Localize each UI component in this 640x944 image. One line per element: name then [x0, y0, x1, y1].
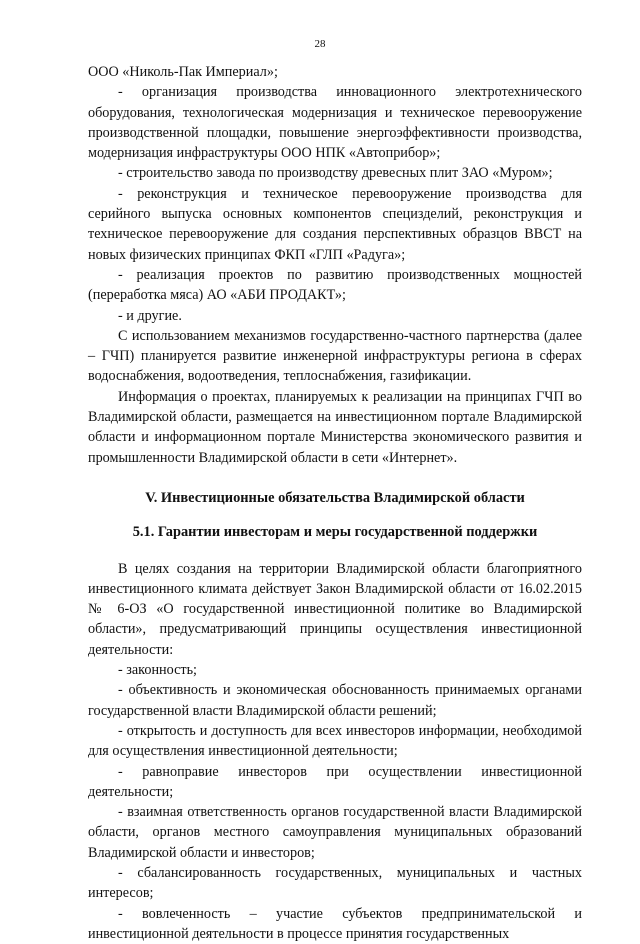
list-item: - организация производства инновационного электротехнического оборудования, технологическая модернизация и техническое перевооружение производственной площадки, повышение энергоэффективности производства, модернизация инфраструктуры ООО НПК «Автоприбор»; [88, 84, 582, 162]
list-item: - равноправие инвесторов при осуществлении инвестиционной деятельности; [88, 763, 582, 800]
paragraph: ООО «Николь-Пак Империал»; [88, 64, 278, 80]
list-item: - объективность и экономическая обоснованность принимаемых органами государственной власти Владимирской области решений; [88, 682, 582, 719]
list-item: - реконструкция и техническое перевооружение производства для серийного выпуска основных компонентов специзделий, реконструкция и техническое перевооружение для создания перспективных образцов ВВСТ на новых физических принципах ФКП «ГЛП «Радуга»; [88, 185, 582, 263]
page-number: 28 [314, 38, 326, 50]
list-item: - реализация проектов по развитию производственных мощностей (переработка мяса) АО «АБИ ПРОДАКТ»; [88, 266, 582, 304]
paragraph: В целях создания на территории Владимирской области благоприятного инвестиционного климата действует Закон Владимирской области от 16.02.2015 № 6-ОЗ «О государственной инвестиционной политике во Владимирской области», предусматривающий принципы осуществления инвестиционной деятельности: [88, 560, 582, 658]
list-item: - сбалансированность государственных, муниципальных и частных интересов; [88, 864, 582, 902]
list-item: - и другие. [118, 307, 182, 324]
list-item: - взаимная ответственность органов государственной власти Владимирской области, органов местного самоуправления муниципальных образований Владимирской области и инвесторов; [88, 804, 582, 861]
page-content [88, 62, 582, 944]
subsection-heading: 5.1. Гарантии инвесторам и меры государственной поддержки [132, 524, 538, 541]
section-heading: V. Инвестиционные обязательства Владимирской области [145, 489, 525, 506]
list-item: - открытость и доступность для всех инвесторов информации, необходимой для осуществления инвестиционной деятельности; [88, 722, 582, 760]
list-item: - строительство завода по производству древесных плит ЗАО «Муром»; [118, 165, 553, 182]
paragraph: С использованием механизмов государственно-частного партнерства (далее – ГЧП) планируется развитие инженерной инфраструктуры региона в сферах водоснабжения, водоотведения, теплоснабжения, газификации. [88, 327, 582, 385]
list-item: - вовлеченность – участие субъектов предпринимательской и инвестиционной деятельности в процессе принятия государственных [88, 905, 582, 942]
paragraph: Информация о проектах, планируемых к реализации на принципах ГЧП во Владимирской области, размещается на инвестиционном портале Владимирской области и информационном портале Министерства экономического развития и промышленности Владимирской области в сети «Интернет». [88, 388, 582, 466]
list-item: - законность; [118, 662, 197, 679]
